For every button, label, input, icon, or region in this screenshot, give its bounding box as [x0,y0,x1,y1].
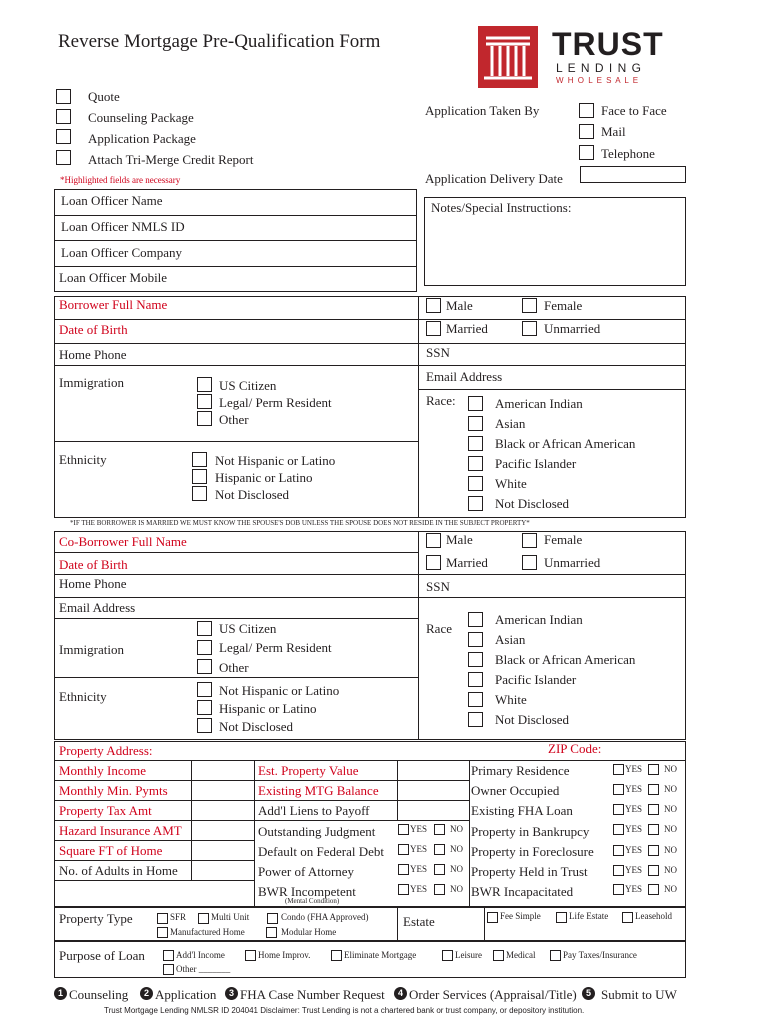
adults-in-home-field[interactable]: No. of Adults in Home [59,863,178,878]
b-not-hispanic-checkbox[interactable] [192,452,207,467]
c-hispanic-label: Hispanic or Latino [219,701,317,716]
other-purpose-label: Other _______ [176,964,231,974]
b-eth-not-disclosed-label: Not Disclosed [215,487,290,502]
borrower-full-name-field[interactable]: Borrower Full Name [59,297,168,312]
logo-word-wholesale: W H O L E S A L E [556,76,640,85]
square-ft-field[interactable]: Square FT of Home [59,843,163,858]
outstanding-judgment-label: Outstanding Judgment [258,824,376,839]
spouse-note: *IF THE BORROWER IS MARRIED WE MUST KNOW THE SPOUSE'S DOB UNLESS THE SPOUSE DOES NOT RESIDE IN THE SUBJECT PROPERTY* [70,519,530,527]
c-race-pacific-label: Pacific Islander [495,672,577,687]
no-label: NO [664,845,677,855]
c-ssn-field[interactable]: SSN [426,579,450,594]
liens-payoff-field[interactable]: Add'l Liens to Payoff [258,803,370,818]
default-federal-debt-label: Default on Federal Debt [258,844,384,859]
home-improv-label: Home Improv. [258,950,311,960]
bankruptcy-label: Property in Bankrupcy [471,824,590,839]
cob-email-field[interactable]: Email Address [59,600,136,615]
multi-unit-checkbox[interactable] [198,913,209,924]
b-female-checkbox[interactable] [522,298,537,313]
b-us-citizen-checkbox[interactable] [197,377,212,392]
sfr-label: SFR [170,912,187,922]
no-label: NO [450,824,463,834]
incapacitated-yes-checkbox[interactable] [613,884,624,895]
divider [54,618,418,619]
b-married-label: Married [446,321,488,336]
delivery-date-field[interactable] [580,166,686,183]
purpose-label: Purpose of Loan [59,948,145,963]
b-email-field[interactable]: Email Address [426,369,503,384]
condo-label: Condo (FHA Approved) [281,912,369,922]
divider [54,552,418,553]
face-to-face-label: Face to Face [601,103,667,118]
step-2-label: Application [155,987,217,1002]
divider [54,240,417,241]
counseling-package-label: Counseling Package [88,110,194,125]
tri-merge-label: Attach Tri-Merge Credit Report [88,152,254,167]
telephone-checkbox[interactable] [579,145,594,160]
c-married-checkbox[interactable] [426,555,441,570]
primary-res-no-checkbox[interactable] [648,764,659,775]
fee-simple-checkbox[interactable] [487,912,498,923]
yes-label: YES [625,884,643,894]
divider [54,780,470,781]
divider [484,907,485,941]
b-race-black-label: Black or African American [495,436,636,451]
step-1-label: Counseling [69,987,129,1002]
mail-checkbox[interactable] [579,124,594,139]
b-male-label: Male [446,298,473,313]
divider [54,365,686,366]
page-title: Reverse Mortgage Pre-Qualification Form [58,31,381,52]
step-1-icon: 1 [54,987,67,1000]
divider [54,441,418,442]
default-no-checkbox[interactable] [434,844,445,855]
default-yes-checkbox[interactable] [398,844,409,855]
logo-word-trust: TRUST [552,26,664,62]
no-label: NO [450,844,463,854]
c-not-hispanic-label: Not Hispanic or Latino [219,683,340,698]
step-3-icon: 3 [225,987,238,1000]
loan-officer-mobile-field[interactable]: Loan Officer Mobile [59,270,168,285]
logo-word-lending: L E N D I N G [556,61,642,75]
divider [418,531,419,740]
leasehold-checkbox[interactable] [622,912,633,923]
b-not-hispanic-label: Not Hispanic or Latino [215,453,336,468]
b-female-label: Female [544,298,583,313]
counseling-package-checkbox[interactable] [56,109,71,124]
eliminate-mortgage-label: Eliminate Mortgage [344,950,417,960]
hazard-insurance-field[interactable]: Hazard Insurance AMT [59,823,182,838]
c-race-american-indian-checkbox[interactable] [468,612,483,627]
divider [54,760,686,761]
c-race-label: Race [426,621,452,636]
held-in-trust-label: Property Held in Trust [471,864,588,879]
step-5-icon: 5 [582,987,595,1000]
divider [54,677,418,678]
b-race-pacific-checkbox[interactable] [468,456,483,471]
trust-lending-logo [478,26,688,88]
application-package-checkbox[interactable] [56,129,71,144]
step-5-label: Submit to UW [601,987,677,1002]
borrower-immigration-label: Immigration [59,375,124,390]
no-label: NO [450,864,463,874]
notes-label: Notes/Special Instructions: [431,200,572,215]
c-other-label: Other [219,660,249,675]
c-eth-not-disclosed-label: Not Disclosed [219,719,294,734]
poa-no-checkbox[interactable] [434,864,445,875]
addl-income-checkbox[interactable] [163,950,174,961]
b-race-pacific-label: Pacific Islander [495,456,577,471]
b-us-citizen-label: US Citizen [219,378,277,393]
logo-emblem-icon [478,26,538,88]
divider [418,296,419,518]
b-race-black-checkbox[interactable] [468,436,483,451]
c-race-white-label: White [495,692,527,707]
bwr-incapacitated-label: BWR Incapacitated [471,884,574,899]
divider [54,820,470,821]
c-married-label: Married [446,555,488,570]
divider [54,597,686,598]
c-hispanic-checkbox[interactable] [197,700,212,715]
estate-label: Estate [403,914,435,929]
judgment-yes-checkbox[interactable] [398,824,409,835]
divider [54,215,417,216]
divider [418,389,686,390]
yes-label: YES [410,864,428,874]
c-race-asian-checkbox[interactable] [468,632,483,647]
manufactured-home-checkbox[interactable] [157,927,168,938]
app-taken-by-label: Application Taken By [425,103,540,118]
yes-label: YES [410,844,428,854]
life-estate-checkbox[interactable] [556,912,567,923]
leisure-label: Leisure [455,950,482,960]
b-unmarried-label: Unmarried [544,321,601,336]
loan-officer-nmls-field[interactable]: Loan Officer NMLS ID [61,219,185,234]
c-race-white-checkbox[interactable] [468,692,483,707]
owner-occ-no-checkbox[interactable] [648,784,659,795]
yes-label: YES [625,784,643,794]
existing-mtg-balance-field[interactable]: Existing MTG Balance [258,783,379,798]
no-label: NO [664,784,677,794]
judgment-no-checkbox[interactable] [434,824,445,835]
b-perm-resident-label: Legal/ Perm Resident [219,395,332,410]
divider [254,760,255,907]
no-label: NO [664,764,677,774]
owner-occ-yes-checkbox[interactable] [613,784,624,795]
b-ssn-field[interactable]: SSN [426,345,450,360]
b-male-checkbox[interactable] [426,298,441,313]
footer-disclaimer: Trust Mortgage Lending NMLSR ID 204041 Disclaimer: Trust Lending is not a chartered bank or trust company, or depository institution. [104,1006,585,1015]
owner-occupied-label: Owner Occupied [471,783,560,798]
b-race-asian-label: Asian [495,416,526,431]
c-eth-not-disclosed-checkbox[interactable] [197,718,212,733]
life-estate-label: Life Estate [569,911,609,921]
b-other-label: Other [219,412,249,427]
property-type-label: Property Type [59,911,133,926]
c-other-checkbox[interactable] [197,659,212,674]
c-race-black-checkbox[interactable] [468,652,483,667]
bankruptcy-yes-checkbox[interactable] [613,824,624,835]
c-female-checkbox[interactable] [522,533,537,548]
b-hispanic-label: Hispanic or Latino [215,470,313,485]
addl-income-label: Add'l Income [176,950,225,960]
yes-label: YES [625,764,643,774]
divider [469,760,470,907]
primary-residence-label: Primary Residence [471,763,570,778]
application-package-label: Application Package [88,131,196,146]
other-purpose-checkbox[interactable] [163,964,174,975]
est-property-value-field[interactable]: Est. Property Value [258,763,359,778]
monthly-income-field[interactable]: Monthly Income [59,763,147,778]
incompetent-no-checkbox[interactable] [434,884,445,895]
telephone-label: Telephone [601,146,655,161]
c-race-black-label: Black or African American [495,652,636,667]
c-perm-resident-checkbox[interactable] [197,640,212,655]
c-female-label: Female [544,532,583,547]
divider [54,266,417,267]
step-4-label: Order Services (Appraisal/Title) [409,987,577,1002]
c-us-citizen-label: US Citizen [219,621,277,636]
c-race-asian-label: Asian [495,632,526,647]
loan-officer-company-field[interactable]: Loan Officer Company [61,245,183,260]
modular-home-checkbox[interactable] [266,927,277,938]
b-hispanic-checkbox[interactable] [192,469,207,484]
b-race-white-label: White [495,476,527,491]
existing-fha-label: Existing FHA Loan [471,803,573,818]
yes-label: YES [625,845,643,855]
divider [54,880,254,881]
zip-code-field[interactable]: ZIP Code: [548,741,602,756]
c-unmarried-checkbox[interactable] [522,555,537,570]
medical-label: Medical [506,950,536,960]
divider [54,574,686,575]
step-3-label: FHA Case Number Request [240,987,385,1002]
b-unmarried-checkbox[interactable] [522,321,537,336]
cob-home-phone-field[interactable]: Home Phone [59,576,127,591]
divider [54,860,254,861]
face-to-face-checkbox[interactable] [579,103,594,118]
yes-label: YES [410,884,428,894]
delivery-date-label: Application Delivery Date [425,171,563,186]
b-race-asian-checkbox[interactable] [468,416,483,431]
cob-dob-field[interactable]: Date of Birth [59,557,128,572]
b-race-not-disclosed-label: Not Disclosed [495,496,570,511]
manufactured-home-label: Manufactured Home [170,927,245,937]
eliminate-mortgage-checkbox[interactable] [331,950,342,961]
c-race-american-indian-label: American Indian [495,612,583,627]
b-race-not-disclosed-checkbox[interactable] [468,496,483,511]
c-not-hispanic-checkbox[interactable] [197,682,212,697]
property-address-field[interactable]: Property Address: [59,743,153,758]
c-male-label: Male [446,532,473,547]
step-4-icon: 4 [394,987,407,1000]
trust-no-checkbox[interactable] [648,865,659,876]
primary-res-yes-checkbox[interactable] [613,764,624,775]
c-perm-resident-label: Legal/ Perm Resident [219,640,332,655]
fha-no-checkbox[interactable] [648,804,659,815]
b-married-checkbox[interactable] [426,321,441,336]
leisure-checkbox[interactable] [442,950,453,961]
b-race-label: Race: [426,393,456,408]
multi-unit-label: Multi Unit [211,912,250,922]
incapacitated-no-checkbox[interactable] [648,884,659,895]
c-unmarried-label: Unmarried [544,555,601,570]
divider [54,319,686,320]
mail-label: Mail [601,124,626,139]
c-race-not-disclosed-checkbox[interactable] [468,712,483,727]
pay-taxes-label: Pay Taxes/Insurance [563,950,637,960]
poa-yes-checkbox[interactable] [398,864,409,875]
borrower-dob-field[interactable]: Date of Birth [59,322,128,337]
no-label: NO [664,865,677,875]
loan-officer-name-field[interactable]: Loan Officer Name [61,193,163,208]
foreclosure-no-checkbox[interactable] [648,845,659,856]
b-other-checkbox[interactable] [197,411,212,426]
c-race-not-disclosed-label: Not Disclosed [495,712,570,727]
leasehold-label: Leasehold [635,911,672,921]
yes-label: YES [625,824,643,834]
yes-label: YES [410,824,428,834]
pay-taxes-checkbox[interactable] [550,950,561,961]
cob-immigration-label: Immigration [59,642,124,657]
foreclosure-label: Property in Foreclosure [471,844,594,859]
foreclosure-yes-checkbox[interactable] [613,845,624,856]
c-race-pacific-checkbox[interactable] [468,672,483,687]
modular-home-label: Modular Home [281,927,337,937]
divider [397,907,398,941]
divider [54,840,254,841]
sfr-checkbox[interactable] [157,913,168,924]
yes-label: YES [625,865,643,875]
quote-checkbox[interactable] [56,89,71,104]
c-male-checkbox[interactable] [426,533,441,548]
borrower-home-phone-field[interactable]: Home Phone [59,347,127,362]
cob-ethnicity-label: Ethnicity [59,689,107,704]
medical-checkbox[interactable] [493,950,504,961]
mental-condition-note: (Mental Condition) [285,897,340,905]
tri-merge-checkbox[interactable] [56,150,71,165]
no-label: NO [450,884,463,894]
c-us-citizen-checkbox[interactable] [197,621,212,636]
b-race-american-indian-checkbox[interactable] [468,396,483,411]
no-label: NO [664,824,677,834]
b-race-white-checkbox[interactable] [468,476,483,491]
incompetent-yes-checkbox[interactable] [398,884,409,895]
b-perm-resident-checkbox[interactable] [197,394,212,409]
property-tax-field[interactable]: Property Tax Amt [59,803,152,818]
no-label: NO [664,884,677,894]
divider [54,343,686,344]
divider [397,760,398,820]
cob-full-name-field[interactable]: Co-Borrower Full Name [59,534,187,549]
yes-label: YES [625,804,643,814]
divider [54,800,470,801]
no-label: NO [664,804,677,814]
highlight-note: *Highlighted fields are necessary [60,175,181,185]
fee-simple-label: Fee Simple [500,911,541,921]
b-eth-not-disclosed-checkbox[interactable] [192,486,207,501]
bwr-incompetent-label: BWR Incompetent [258,884,356,899]
trust-yes-checkbox[interactable] [613,865,624,876]
step-2-icon: 2 [140,987,153,1000]
condo-checkbox[interactable] [267,913,278,924]
bankruptcy-no-checkbox[interactable] [648,824,659,835]
home-improv-checkbox[interactable] [245,950,256,961]
b-race-american-indian-label: American Indian [495,396,583,411]
monthly-min-pymts-field[interactable]: Monthly Min. Pymts [59,783,168,798]
power-of-attorney-label: Power of Attorney [258,864,355,879]
quote-label: Quote [88,89,120,104]
fha-yes-checkbox[interactable] [613,804,624,815]
borrower-ethnicity-label: Ethnicity [59,452,107,467]
